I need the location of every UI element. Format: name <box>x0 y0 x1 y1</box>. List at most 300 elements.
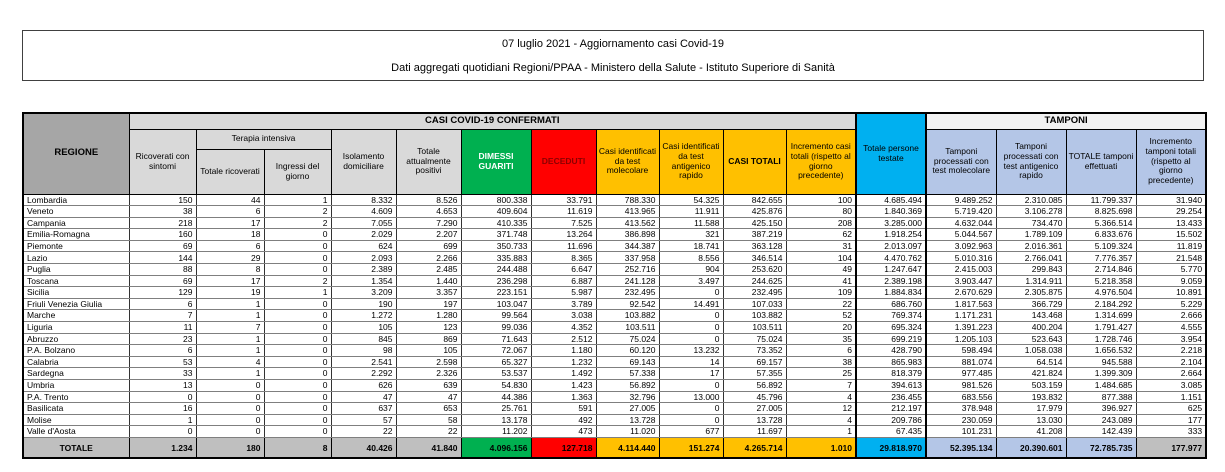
total-value-cell: 4.265.714 <box>723 437 786 458</box>
value-cell: 11.697 <box>723 426 786 438</box>
value-cell: 3.038 <box>531 310 596 322</box>
value-cell: 6 <box>129 345 196 357</box>
value-cell: 2.013.097 <box>856 240 926 252</box>
total-value-cell: 72.785.735 <box>1066 437 1136 458</box>
value-cell: 144 <box>129 252 196 264</box>
value-cell: 13.728 <box>596 414 659 426</box>
value-cell: 244.488 <box>461 264 531 276</box>
value-cell: 22 <box>331 426 396 438</box>
value-cell: 35 <box>786 333 856 345</box>
value-cell: 6 <box>786 345 856 357</box>
value-cell: 5.770 <box>1136 264 1206 276</box>
value-cell: 99.036 <box>461 322 531 334</box>
covid-data-table <box>22 112 1207 459</box>
total-value-cell: 41.840 <box>396 437 461 458</box>
value-cell: 0 <box>659 322 723 334</box>
value-cell: 253.620 <box>723 264 786 276</box>
value-cell: 232.495 <box>596 287 659 299</box>
value-cell: 1.363 <box>531 391 596 403</box>
value-cell: 14 <box>659 356 723 368</box>
value-cell: 62 <box>786 229 856 241</box>
value-cell: 335.883 <box>461 252 531 264</box>
row-toscana <box>23 275 1206 287</box>
value-cell: 241.128 <box>596 275 659 287</box>
row-molise <box>23 414 1206 426</box>
value-cell: 1.423 <box>531 380 596 392</box>
value-cell: 2.305.875 <box>996 287 1066 299</box>
report-subtitle: Dati aggregati quotidiani Regioni/PPAA - Ministero della Salute - Istituto Superiore di Sanità <box>391 62 835 74</box>
value-cell: 8.365 <box>531 252 596 264</box>
value-cell: 4.470.762 <box>856 252 926 264</box>
value-cell: 0 <box>264 391 331 403</box>
value-cell: 492 <box>531 414 596 426</box>
row-liguria <box>23 322 1206 334</box>
value-cell: 881.074 <box>926 356 996 368</box>
row-piemonte <box>23 240 1206 252</box>
header-casi-molecolare: Casi identificati da test molecolare <box>596 129 659 194</box>
value-cell: 503.159 <box>996 380 1066 392</box>
value-cell: 123 <box>396 322 461 334</box>
value-cell: 1.314.911 <box>996 275 1066 287</box>
value-cell: 88 <box>129 264 196 276</box>
value-cell: 0 <box>659 287 723 299</box>
value-cell: 2.207 <box>396 229 461 241</box>
value-cell: 1 <box>264 287 331 299</box>
row-campania <box>23 217 1206 229</box>
total-value-cell: 1.010 <box>786 437 856 458</box>
value-cell: 2.266 <box>396 252 461 264</box>
value-cell: 2.093 <box>331 252 396 264</box>
value-cell: 236.455 <box>856 391 926 403</box>
value-cell: 5.366.514 <box>1066 217 1136 229</box>
value-cell: 1 <box>196 310 264 322</box>
value-cell: 4.653 <box>396 206 461 218</box>
value-cell: 0 <box>264 403 331 415</box>
total-value-cell: 4.114.440 <box>596 437 659 458</box>
value-cell: 8.825.698 <box>1066 206 1136 218</box>
value-cell: 2.670.629 <box>926 287 996 299</box>
header-ricoverati-sintomi: Ricoverati con sintomi <box>129 129 196 194</box>
value-cell: 624 <box>331 240 396 252</box>
value-cell: 20 <box>786 322 856 334</box>
value-cell: 2.104 <box>1136 356 1206 368</box>
value-cell: 4 <box>786 391 856 403</box>
value-cell: 13.232 <box>659 345 723 357</box>
value-cell: 363.128 <box>723 240 786 252</box>
value-cell: 72.067 <box>461 345 531 357</box>
value-cell: 1.817.563 <box>926 298 996 310</box>
value-cell: 425.876 <box>723 206 786 218</box>
value-cell: 686.760 <box>856 298 926 310</box>
value-cell: 3.285.000 <box>856 217 926 229</box>
value-cell: 2.541 <box>331 356 396 368</box>
region-name: Friuli Venezia Giulia <box>23 298 129 310</box>
value-cell: 845 <box>331 333 396 345</box>
value-cell: 1.171.231 <box>926 310 996 322</box>
value-cell: 2.666 <box>1136 310 1206 322</box>
value-cell: 2 <box>264 217 331 229</box>
value-cell: 69 <box>129 275 196 287</box>
value-cell: 2.512 <box>531 333 596 345</box>
title-box <box>22 30 1204 81</box>
value-cell: 842.655 <box>723 194 786 206</box>
total-value-cell: 127.718 <box>531 437 596 458</box>
value-cell: 734.470 <box>996 217 1066 229</box>
value-cell: 366.729 <box>996 298 1066 310</box>
header-persone-testate: Totale persone testate <box>856 113 926 194</box>
value-cell: 0 <box>264 368 331 380</box>
value-cell: 160 <box>129 229 196 241</box>
value-cell: 1 <box>196 333 264 345</box>
total-value-cell: 20.390.601 <box>996 437 1066 458</box>
value-cell: 103.511 <box>596 322 659 334</box>
value-cell: 321 <box>659 229 723 241</box>
value-cell: 425.150 <box>723 217 786 229</box>
header-totale-tamponi: TOTALE tamponi effettuati <box>1066 129 1136 194</box>
value-cell: 10.891 <box>1136 287 1206 299</box>
value-cell: 523.643 <box>996 333 1066 345</box>
total-value-cell: 151.274 <box>659 437 723 458</box>
total-value-cell: 8 <box>264 437 331 458</box>
value-cell: 0 <box>264 310 331 322</box>
value-cell: 8.332 <box>331 194 396 206</box>
value-cell: 945.588 <box>1066 356 1136 368</box>
value-cell: 218 <box>129 217 196 229</box>
value-cell: 299.843 <box>996 264 1066 276</box>
value-cell: 101.231 <box>926 426 996 438</box>
value-cell: 1.272 <box>331 310 396 322</box>
value-cell: 41 <box>786 275 856 287</box>
value-cell: 904 <box>659 264 723 276</box>
value-cell: 396.927 <box>1066 403 1136 415</box>
value-cell: 6.647 <box>531 264 596 276</box>
value-cell: 0 <box>196 414 264 426</box>
value-cell: 1 <box>786 426 856 438</box>
value-cell: 1.791.427 <box>1066 322 1136 334</box>
value-cell: 387.219 <box>723 229 786 241</box>
value-cell: 19 <box>196 287 264 299</box>
table-footer <box>23 437 1206 458</box>
header-tamponi-molecolare: Tamponi processati con test molecolare <box>926 129 996 194</box>
value-cell: 252.716 <box>596 264 659 276</box>
region-name: Marche <box>23 310 129 322</box>
value-cell: 0 <box>264 345 331 357</box>
value-cell: 0 <box>659 333 723 345</box>
region-name: Valle d'Aosta <box>23 426 129 438</box>
value-cell: 2.184.292 <box>1066 298 1136 310</box>
value-cell: 5.719.420 <box>926 206 996 218</box>
value-cell: 99.564 <box>461 310 531 322</box>
row-emilia-romagna <box>23 229 1206 241</box>
value-cell: 677 <box>659 426 723 438</box>
value-cell: 44.386 <box>461 391 531 403</box>
value-cell: 3.357 <box>396 287 461 299</box>
value-cell: 2 <box>264 275 331 287</box>
value-cell: 47 <box>396 391 461 403</box>
value-cell: 0 <box>129 391 196 403</box>
value-cell: 3.789 <box>531 298 596 310</box>
value-cell: 333 <box>1136 426 1206 438</box>
value-cell: 109 <box>786 287 856 299</box>
value-cell: 18 <box>196 229 264 241</box>
value-cell: 14.491 <box>659 298 723 310</box>
value-cell: 5.229 <box>1136 298 1206 310</box>
value-cell: 0 <box>264 380 331 392</box>
value-cell: 103.882 <box>596 310 659 322</box>
value-cell: 25.761 <box>461 403 531 415</box>
region-name: Campania <box>23 217 129 229</box>
value-cell: 346.514 <box>723 252 786 264</box>
value-cell: 75.024 <box>723 333 786 345</box>
value-cell: 193.832 <box>996 391 1066 403</box>
value-cell: 1.492 <box>531 368 596 380</box>
value-cell: 0 <box>659 414 723 426</box>
value-cell: 639 <box>396 380 461 392</box>
value-cell: 32.796 <box>596 391 659 403</box>
value-cell: 31 <box>786 240 856 252</box>
row-totale <box>23 437 1206 458</box>
value-cell: 378.948 <box>926 403 996 415</box>
value-cell: 209.786 <box>856 414 926 426</box>
value-cell: 0 <box>264 229 331 241</box>
value-cell: 47 <box>331 391 396 403</box>
value-cell: 800.338 <box>461 194 531 206</box>
value-cell: 1.840.369 <box>856 206 926 218</box>
value-cell: 409.604 <box>461 206 531 218</box>
value-cell: 73.352 <box>723 345 786 357</box>
value-cell: 13.000 <box>659 391 723 403</box>
value-cell: 56.892 <box>596 380 659 392</box>
value-cell: 5.218.358 <box>1066 275 1136 287</box>
total-label: TOTALE <box>23 437 129 458</box>
value-cell: 29 <box>196 252 264 264</box>
value-cell: 869 <box>396 333 461 345</box>
value-cell: 818.379 <box>856 368 926 380</box>
value-cell: 44 <box>196 194 264 206</box>
value-cell: 103.047 <box>461 298 531 310</box>
value-cell: 75.024 <box>596 333 659 345</box>
row-abruzzo <box>23 333 1206 345</box>
region-name: Umbria <box>23 380 129 392</box>
value-cell: 0 <box>129 426 196 438</box>
value-cell: 2.664 <box>1136 368 1206 380</box>
value-cell: 244.625 <box>723 275 786 287</box>
value-cell: 0 <box>264 264 331 276</box>
value-cell: 371.748 <box>461 229 531 241</box>
value-cell: 2.029 <box>331 229 396 241</box>
value-cell: 2.218 <box>1136 345 1206 357</box>
region-name: Lazio <box>23 252 129 264</box>
value-cell: 637 <box>331 403 396 415</box>
value-cell: 410.335 <box>461 217 531 229</box>
value-cell: 177 <box>1136 414 1206 426</box>
value-cell: 17 <box>196 217 264 229</box>
value-cell: 13.728 <box>723 414 786 426</box>
value-cell: 100 <box>786 194 856 206</box>
header-incremento-tamponi: Incremento tamponi totali (rispetto al giorno precedente) <box>1136 129 1206 194</box>
row-p-a-trento <box>23 391 1206 403</box>
value-cell: 150 <box>129 194 196 206</box>
header-casi-antigenico: Casi identificati da test antigenico rapido <box>659 129 723 194</box>
header-deceduti: DECEDUTI <box>531 129 596 194</box>
value-cell: 17 <box>196 275 264 287</box>
value-cell: 5.044.567 <box>926 229 996 241</box>
value-cell: 57.338 <box>596 368 659 380</box>
value-cell: 1.180 <box>531 345 596 357</box>
value-cell: 473 <box>531 426 596 438</box>
row-sicilia <box>23 287 1206 299</box>
value-cell: 223.151 <box>461 287 531 299</box>
region-name: P.A. Bolzano <box>23 345 129 357</box>
value-cell: 80 <box>786 206 856 218</box>
value-cell: 7 <box>129 310 196 322</box>
value-cell: 212.197 <box>856 403 926 415</box>
value-cell: 1 <box>196 298 264 310</box>
value-cell: 0 <box>264 356 331 368</box>
value-cell: 11.619 <box>531 206 596 218</box>
value-cell: 626 <box>331 380 396 392</box>
value-cell: 67.435 <box>856 426 926 438</box>
value-cell: 7.776.357 <box>1066 252 1136 264</box>
header-attualmente-positivi: Totale attualmente positivi <box>396 129 461 194</box>
band-casi-confermati: CASI COVID-19 CONFERMATI <box>129 113 856 129</box>
value-cell: 1.884.834 <box>856 287 926 299</box>
total-value-cell: 177.977 <box>1136 437 1206 458</box>
value-cell: 18.741 <box>659 240 723 252</box>
value-cell: 4 <box>196 356 264 368</box>
value-cell: 337.958 <box>596 252 659 264</box>
value-cell: 56.892 <box>723 380 786 392</box>
value-cell: 8.556 <box>659 252 723 264</box>
value-cell: 13.030 <box>996 414 1066 426</box>
value-cell: 8.526 <box>396 194 461 206</box>
value-cell: 9.059 <box>1136 275 1206 287</box>
header-ingressi-giorno: Ingressi del giorno <box>264 149 331 194</box>
value-cell: 9.489.252 <box>926 194 996 206</box>
value-cell: 13.264 <box>531 229 596 241</box>
value-cell: 2.766.041 <box>996 252 1066 264</box>
value-cell: 3.954 <box>1136 333 1206 345</box>
value-cell: 865.983 <box>856 356 926 368</box>
value-cell: 350.733 <box>461 240 531 252</box>
value-cell: 3.209 <box>331 287 396 299</box>
value-cell: 413.562 <box>596 217 659 229</box>
row-umbria <box>23 380 1206 392</box>
total-value-cell: 29.818.970 <box>856 437 926 458</box>
value-cell: 1.728.746 <box>1066 333 1136 345</box>
value-cell: 3.106.278 <box>996 206 1066 218</box>
value-cell: 53.537 <box>461 368 531 380</box>
value-cell: 27.005 <box>723 403 786 415</box>
value-cell: 421.824 <box>996 368 1066 380</box>
value-cell: 3.092.963 <box>926 240 996 252</box>
value-cell: 53 <box>129 356 196 368</box>
region-name: Abruzzo <box>23 333 129 345</box>
value-cell: 0 <box>196 403 264 415</box>
row-p-a-bolzano <box>23 345 1206 357</box>
region-name: Emilia-Romagna <box>23 229 129 241</box>
value-cell: 4.352 <box>531 322 596 334</box>
value-cell: 981.526 <box>926 380 996 392</box>
value-cell: 105 <box>331 322 396 334</box>
value-cell: 13 <box>129 380 196 392</box>
value-cell: 4.555 <box>1136 322 1206 334</box>
value-cell: 0 <box>264 298 331 310</box>
value-cell: 0 <box>264 240 331 252</box>
value-cell: 11.588 <box>659 217 723 229</box>
value-cell: 1.280 <box>396 310 461 322</box>
value-cell: 0 <box>264 333 331 345</box>
value-cell: 2.292 <box>331 368 396 380</box>
value-cell: 7 <box>196 322 264 334</box>
value-cell: 1.314.699 <box>1066 310 1136 322</box>
value-cell: 103.882 <box>723 310 786 322</box>
value-cell: 65.327 <box>461 356 531 368</box>
value-cell: 2.415.003 <box>926 264 996 276</box>
value-cell: 400.204 <box>996 322 1066 334</box>
value-cell: 1 <box>129 414 196 426</box>
value-cell: 64.514 <box>996 356 1066 368</box>
region-name: Lombardia <box>23 194 129 206</box>
value-cell: 1 <box>264 194 331 206</box>
value-cell: 41.208 <box>996 426 1066 438</box>
value-cell: 2.310.085 <box>996 194 1066 206</box>
value-cell: 1.232 <box>531 356 596 368</box>
value-cell: 769.374 <box>856 310 926 322</box>
value-cell: 129 <box>129 287 196 299</box>
value-cell: 54.830 <box>461 380 531 392</box>
value-cell: 22 <box>396 426 461 438</box>
value-cell: 4 <box>786 414 856 426</box>
total-value-cell: 40.426 <box>331 437 396 458</box>
value-cell: 60.120 <box>596 345 659 357</box>
value-cell: 31.940 <box>1136 194 1206 206</box>
header-totale-ricoverati: Totale ricoverati <box>196 149 264 194</box>
value-cell: 107.033 <box>723 298 786 310</box>
value-cell: 1.399.309 <box>1066 368 1136 380</box>
value-cell: 2 <box>264 206 331 218</box>
value-cell: 2.714.846 <box>1066 264 1136 276</box>
value-cell: 0 <box>659 310 723 322</box>
value-cell: 29.254 <box>1136 206 1206 218</box>
value-cell: 197 <box>396 298 461 310</box>
value-cell: 1.151 <box>1136 391 1206 403</box>
value-cell: 2.389.198 <box>856 275 926 287</box>
value-cell: 1.789.109 <box>996 229 1066 241</box>
value-cell: 1 <box>196 345 264 357</box>
header-tamponi-antigenico: Tamponi processati con test antigenico rapido <box>996 129 1066 194</box>
value-cell: 2.598 <box>396 356 461 368</box>
value-cell: 104 <box>786 252 856 264</box>
value-cell: 38 <box>786 356 856 368</box>
value-cell: 15.502 <box>1136 229 1206 241</box>
value-cell: 0 <box>196 426 264 438</box>
value-cell: 22 <box>786 298 856 310</box>
table-body <box>23 194 1206 437</box>
value-cell: 69 <box>129 240 196 252</box>
value-cell: 105 <box>396 345 461 357</box>
value-cell: 11.696 <box>531 240 596 252</box>
value-cell: 344.387 <box>596 240 659 252</box>
region-name: Toscana <box>23 275 129 287</box>
value-cell: 386.898 <box>596 229 659 241</box>
value-cell: 4.685.494 <box>856 194 926 206</box>
value-cell: 2.485 <box>396 264 461 276</box>
value-cell: 1.440 <box>396 275 461 287</box>
row-valle-d-aosta <box>23 426 1206 438</box>
value-cell: 143.468 <box>996 310 1066 322</box>
value-cell: 45.796 <box>723 391 786 403</box>
